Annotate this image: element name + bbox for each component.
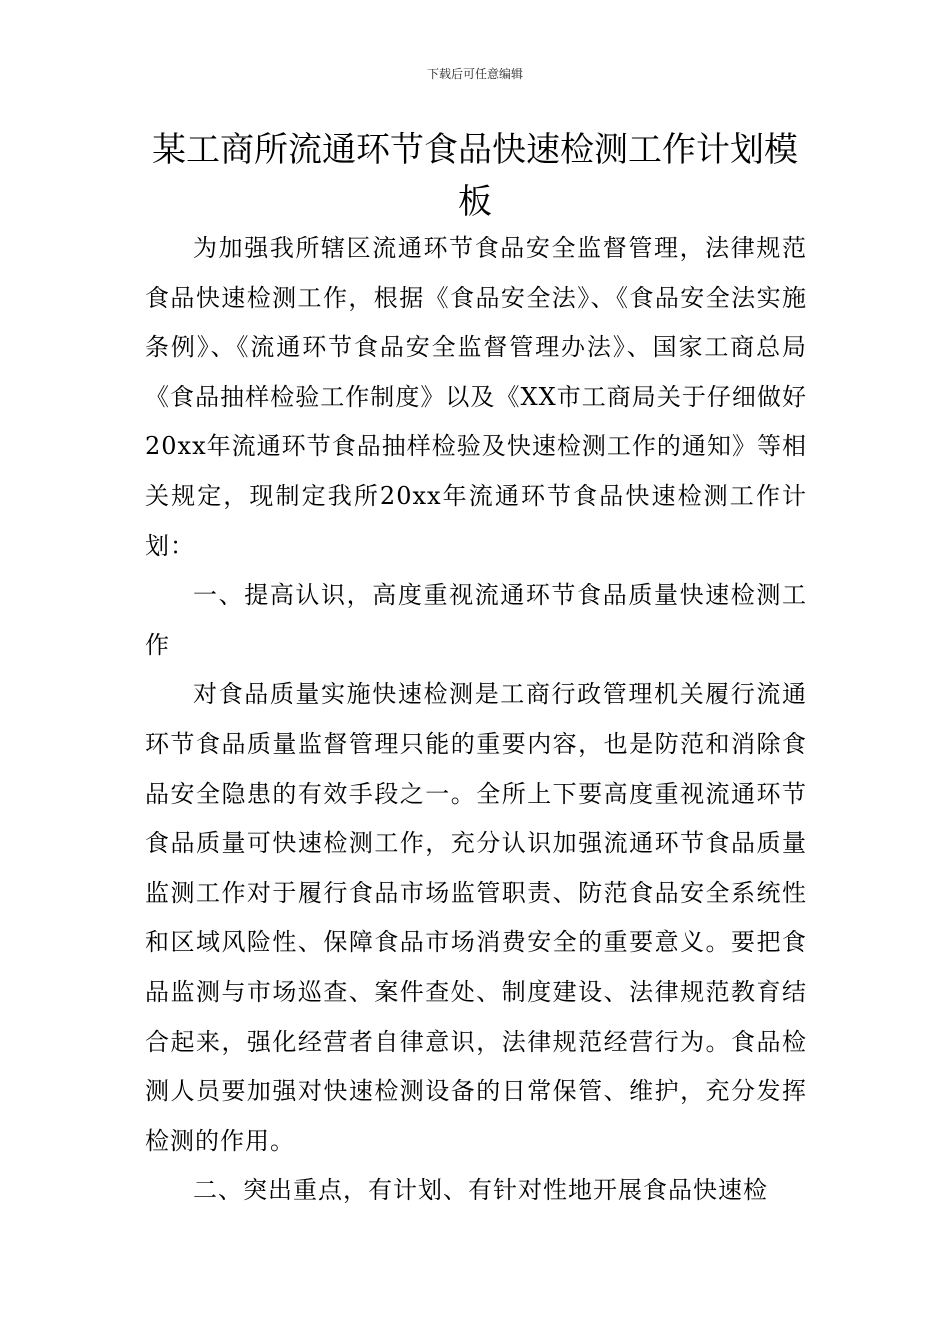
section-heading-2: 二、突出重点，有计划、有针对性地开展食品快速检 (193, 1176, 768, 1205)
paragraph-section-1: 对食品质量实施快速检测是工商行政管理机关履行流通环节食品质量监督管理只能的重要内容，也是防范和消除食品安全隐患的有效手段之一。全所上下要高度重视流通环节食品质量可快速检测工作，充分认识加强流通环节食品质量监测工作对于履行食品市场监管职责、防范食品安全系统性和区域风险性、保障食品市场消费安全的重要意义。要把食品监测与市场巡查、案件查处、制度建设、法律规范教育结合起来，强化经营者自律意识，法律规范经营行为。食品检测人员要加强对快速检测设备的日常保管、维护，充分发挥检测的作用。 (145, 680, 807, 1155)
section-heading-1: 一、提高认识，高度重视流通环节食品质量快速检测工作 (145, 581, 807, 659)
document-body (145, 224, 807, 1216)
paragraph-intro: 为加强我所辖区流通环节食品安全监督管理，法律规范食品快速检测工作，根据《食品安全法》、《食品安全法实施条例》、《流通环节食品安全监督管理办法》、国家工商总局《食品抽样检验工作制度》以及《XX市工商局关于仔细做好20xx年流通环节食品抽样检验及快速检测工作的通知》等相关规定，现制定我所20xx年流通环节食品快速检测工作计划： (145, 234, 807, 560)
header-note: 下载后可任意编辑 (426, 67, 523, 81)
document-title: 某工商所流通环节食品快速检测工作计划模板 (152, 130, 798, 222)
